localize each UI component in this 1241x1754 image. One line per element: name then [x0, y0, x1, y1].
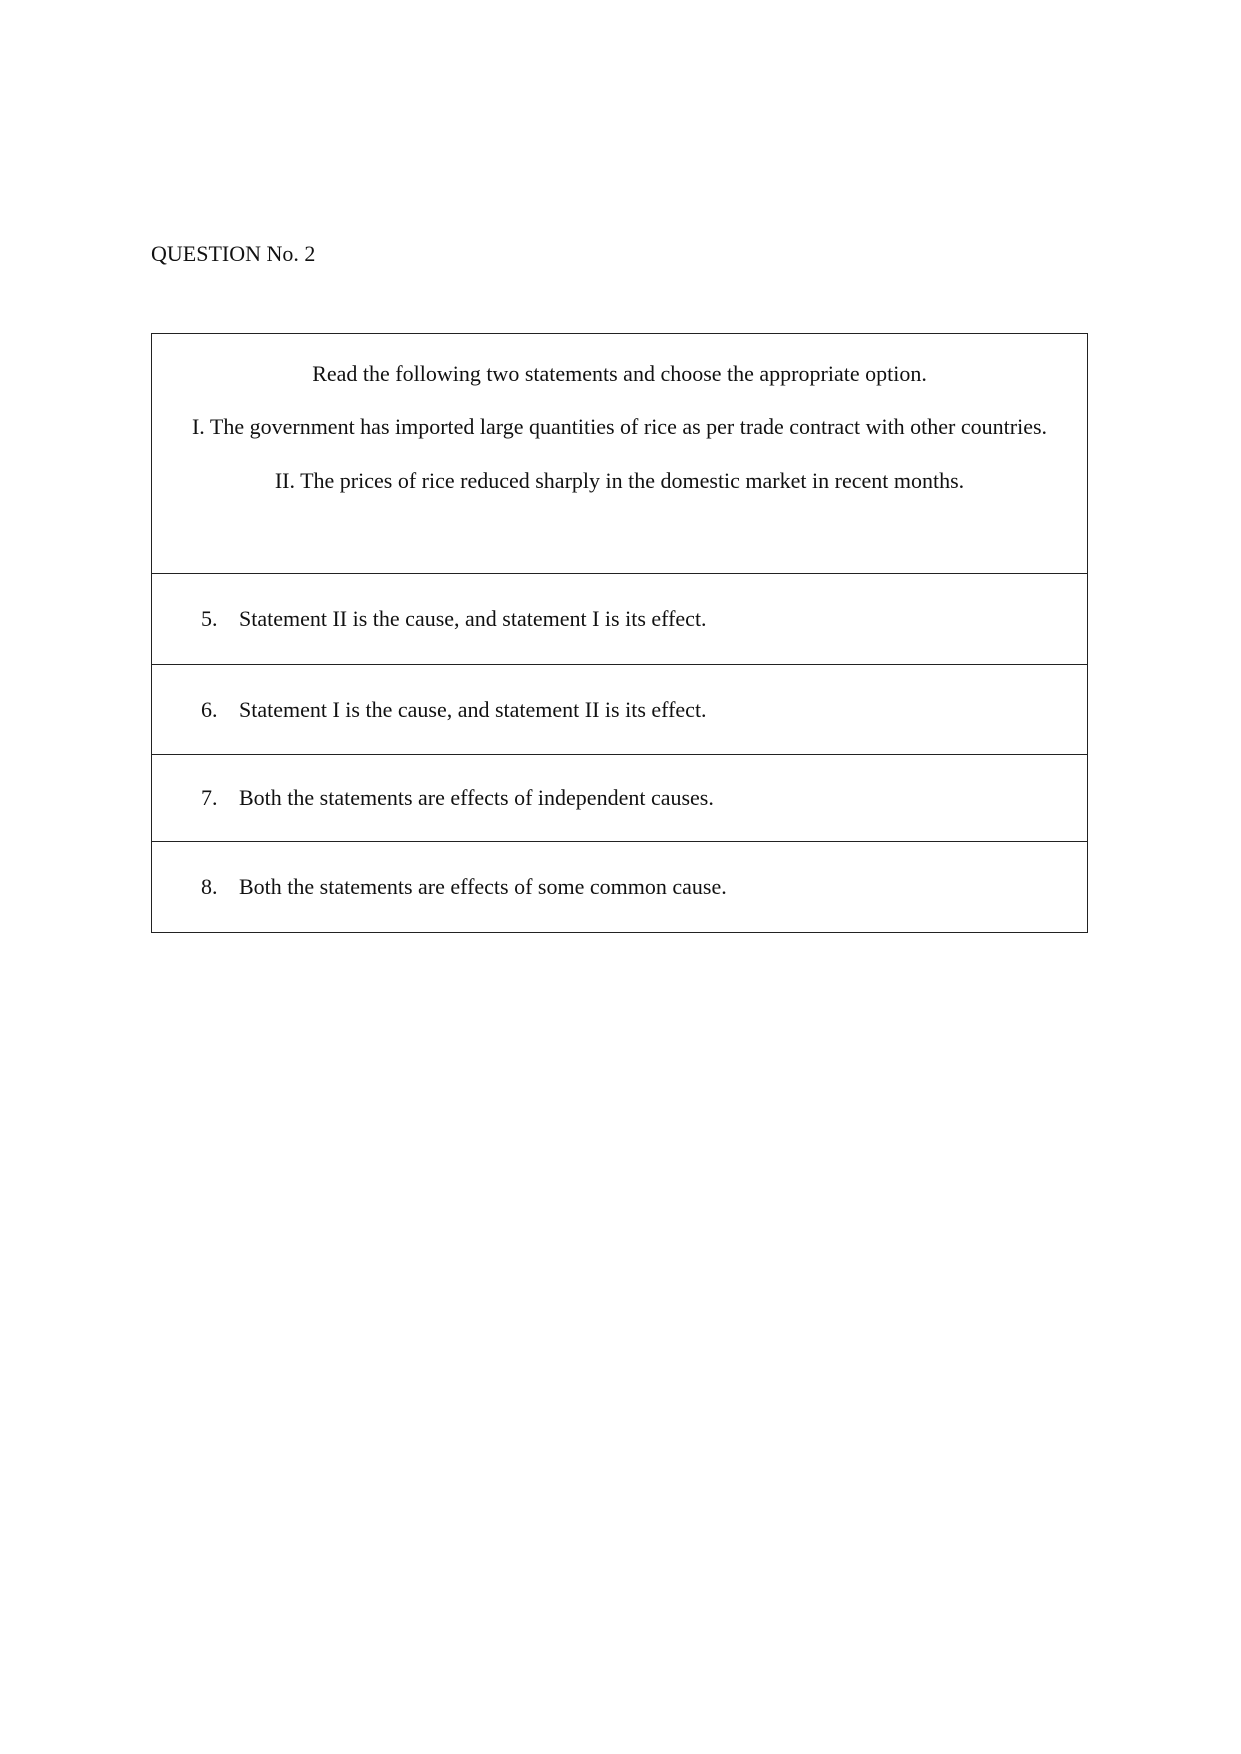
option-text: Both the statements are effects of some common cause. — [239, 874, 727, 899]
question-instruction: Read the following two statements and choose the appropriate option. — [312, 361, 927, 386]
question-stem — [152, 334, 1087, 574]
option-row[interactable] — [152, 755, 1087, 842]
option-row[interactable] — [152, 665, 1087, 755]
option-number: 5. — [201, 606, 218, 631]
option-number: 8. — [201, 874, 218, 899]
option-text: Statement II is the cause, and statement I is its effect. — [239, 606, 707, 631]
question-heading: QUESTION No. 2 — [151, 241, 316, 266]
question-table — [151, 333, 1088, 933]
option-number: 7. — [201, 785, 218, 810]
option-number: 6. — [201, 696, 218, 722]
option-text: Both the statements are effects of independent causes. — [239, 785, 714, 810]
option-row[interactable] — [152, 574, 1087, 665]
statement-one: I. The government has imported large quantities of rice as per trade contract with other countries. — [191, 414, 1048, 439]
statement-two: II. The prices of rice reduced sharply in the domestic market in recent months. — [274, 468, 965, 493]
option-text: Statement I is the cause, and statement II is its effect. — [239, 696, 707, 722]
option-row[interactable] — [152, 842, 1087, 932]
